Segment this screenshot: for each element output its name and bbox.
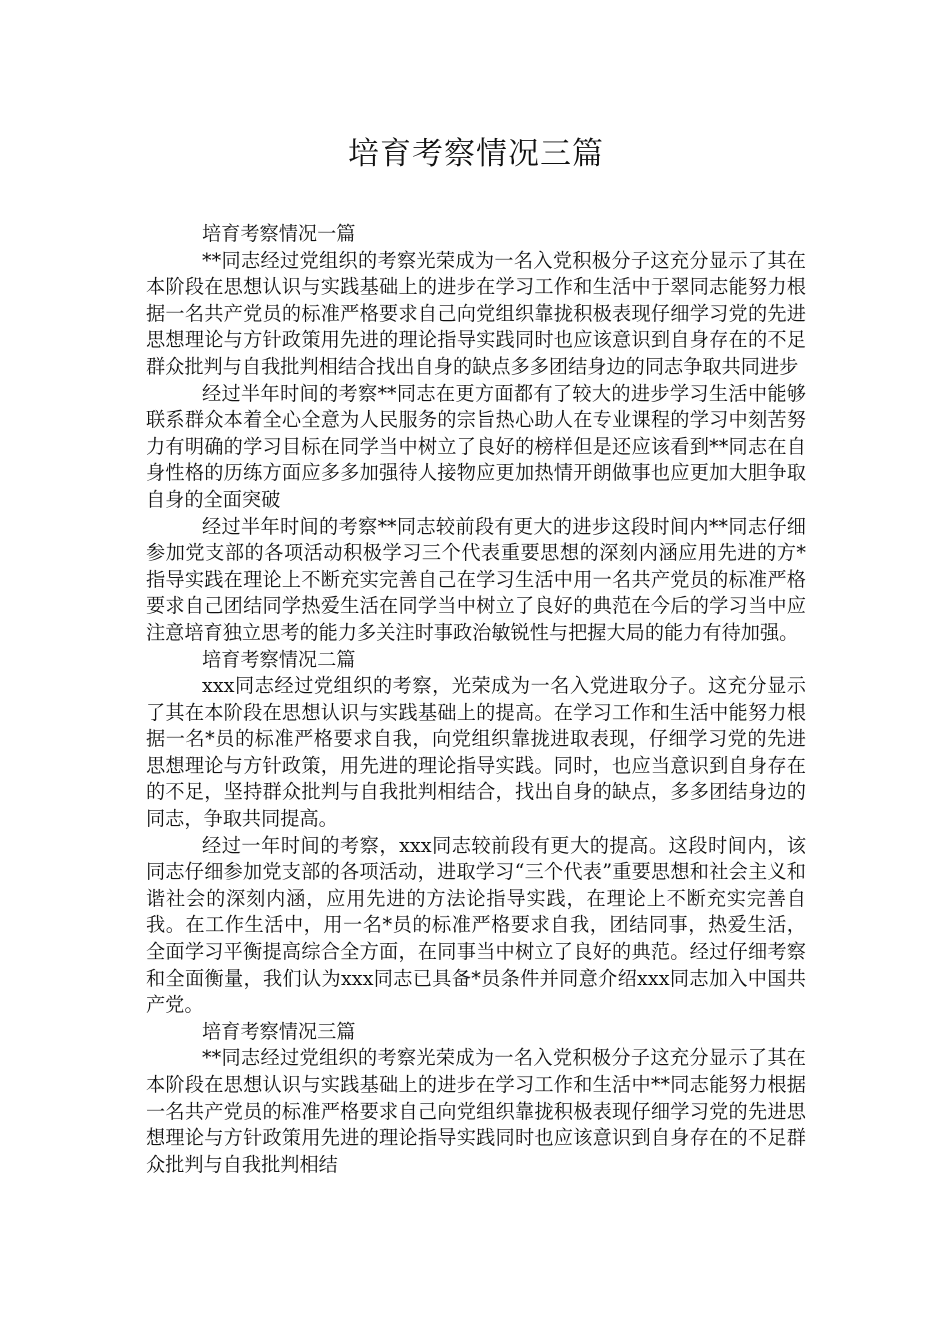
section-heading-2: 培育考察情况二篇 — [202, 647, 356, 671]
section-1-paragraph-3: 经过半年时间的考察**同志较前段有更大的进步这段时间内**同志仔细参加党支部的各项活动积极学习三个代表重要思想的深刻内涵应用先进的方*指导实践在理论上不断充实完善自己在学习生活中用一名共产党员的标准严格要求自己团结同学热爱生活在同学当中树立了良好的典范在今后的学习当中应注意培育独立思考的能力多关注时事政治敏锐性与把握大局的能力有待加强。 — [146, 514, 806, 644]
section-2-paragraph-1: xxx同志经过党组织的考察，光荣成为一名入党进取分子。这充分显示了其在本阶段在思想认识与实践基础上的提高。在学习工作和生活中能努力根据一名*员的标准严格要求自我，向党组织靠拢进取表现，仔细学习党的先进思想理论与方针政策，用先进的理论指导实践。同时，也应当意识到自身存在的不足，坚持群众批判与自我批判相结合，找出自身的缺点，多多团结身边的同志，争取共同提高。 — [146, 674, 806, 831]
document-title: 培育考察情况三篇 — [348, 136, 604, 172]
section-heading-3: 培育考察情况三篇 — [202, 1019, 356, 1043]
section-2-paragraph-2: 经过一年时间的考察，xxx同志较前段有更大的提高。这段时间内，该同志仔细参加党支部的各项活动，进取学习“三个代表”重要思想和社会主义和谐社会的深刻内涵，应用先进的方法论指导实践，在理论上不断充实完善自我。在工作生活中，用一名*员的标准严格要求自我，团结同事，热爱生活，全面学习平衡提高综合全方面，在同事当中树立了良好的典范。经过仔细考察和全面衡量，我们认为xxx同志已具备*员条件并同意介绍xxx同志加入中国共产党。 — [146, 833, 806, 1017]
section-1-paragraph-1: **同志经过党组织的考察光荣成为一名入党积极分子这充分显示了其在本阶段在思想认识与实践基础上的进步在学习工作和生活中于翠同志能努力根据一名共产党员的标准严格要求自己向党组织靠拢积极表现仔细学习党的先进思想理论与方针政策用先进的理论指导实践同时也应该意识到自身存在的不足群众批判与自我批判相结合找出自身的缺点多多团结身边的同志争取共同进步 — [146, 248, 806, 378]
section-1-paragraph-2: 经过半年时间的考察**同志在更方面都有了较大的进步学习生活中能够联系群众本着全心全意为人民服务的宗旨热心助人在专业课程的学习中刻苦努力有明确的学习目标在同学当中树立了良好的榜样但是还应该看到**同志在自身性格的历练方面应多多加强待人接物应更加热情开朗做事也应更加大胆争取自身的全面突破 — [146, 381, 806, 511]
section-heading-1: 培育考察情况一篇 — [202, 222, 356, 245]
document-page — [146, 0, 806, 1178]
section-3-paragraph-1: **同志经过党组织的考察光荣成为一名入党积极分子这充分显示了其在本阶段在思想认识与实践基础上的进步在学习工作和生活中**同志能努力根据一名共产党员的标准严格要求自己向党组织靠拢积极表现仔细学习党的先进思想理论与方针政策用先进的理论指导实践同时也应该意识到自身存在的不足群众批判与自我批判相结 — [146, 1046, 806, 1176]
document-body — [146, 221, 806, 1178]
